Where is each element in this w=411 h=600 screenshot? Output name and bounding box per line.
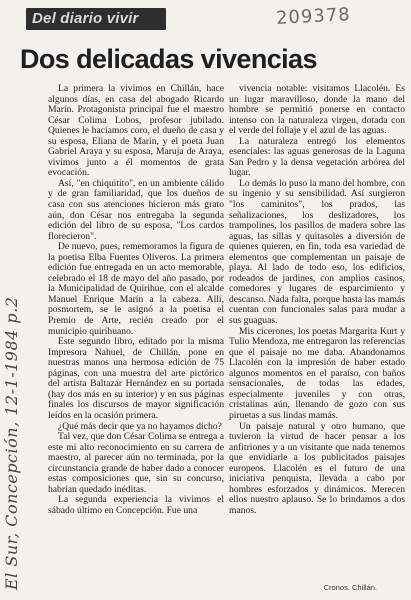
paragraph: Este segundo libro, editado por la misma Impresora Nahuel, de Chillán, pone en nuestras manos una hermosa edición de 75 páginas, con una muestra del arte pictórico del artista Baltazar Hernández en su portada (hay dos más en su interior) y en sus páginas finales los discursos de mayor significación leídos en la ocasión primera. xyxy=(48,336,224,421)
paragraph: Lo demás lo puso la mano del hombre, con su ingenio y su sensibilidad. Así surgieron "los caminitos", los prados, las señalizaciones, los deslizadores, los trampolines, los pasillos de madera sobre las aguas, las sillas y quitasoles a diversión de quienes quieren, en fin, toda esa variedad de elementos que complementan un paisaje de playa. Al lado de todo eso, los edificios, rodeados de jardines, con amplios casinos, comedores y lugares de esparcimiento y descanso. Nada falta, porque hasta las mamás cuentan con funcionales salas para mudar a sus guaguas. xyxy=(229,177,405,327)
article-column-right xyxy=(229,84,405,516)
paragraph: Tal vez, que don César Colima se entrega a este mi alto reconocimiento en su carrera de maestro, al parecer aún no terminada, por la circunstancia grande de haber dado a conocer estas composiciones que, sin su concurso, habrían quedado inéditas. xyxy=(48,431,224,495)
paragraph: La naturaleza entregó los elementos esenciales: las aguas generosas de la Laguna San Pedro y la densa vegetación arbórea del lugar. xyxy=(229,135,405,179)
section-header xyxy=(26,8,166,30)
paragraph: Mis cicerones, los poetas Margarita Kurt y Tulio Mendoza, me entregaron las referencias que el paisaje no me daba. Abandonamos Llacolén con la impresión de haber estado algunos momentos en el paraíso, con baños sensacionales, de todas las edades, especialmente juveniles y con otras, cristalinas aún, llenando de gozo con sus piruetas a sus lindas mamás. xyxy=(229,325,405,421)
article-title: Dos delicadas vivencias xyxy=(20,44,317,74)
paragraph: Un paisaje natural y otro humano, que tuvieron la virtud de hacer pensar a los anfitriones y a un visitante que nada tenemos que envidiarle a los publicitados paisajes europeos. Llacolén es el futuro de una iniciativa penquista, llevada a cabo por hombres esforzados y dinámicos. Merecen ellos nuestro aplauso. Se lo brindamos a dos manos. xyxy=(229,420,405,516)
paragraph: Así, "en chiquitito", en un ambiente cálido y de gran familiaridad, que los dueños de casa con sus atenciones hicieron más grato aún, don César nos entregaba la segunda edición del libro de su esposa, "Los cardos florecieron". xyxy=(48,177,224,242)
paragraph: De nuevo, pues, rememoramos la figura de la poetisa Elba Fuentes Oliveros. La primera edición fue entregada en un acto memorable, celebrado el 18 de mayo del año pasado, por la Municipalidad de Quirihue, con el alcalde Manuel Enrique Marín a la cabeza. Allí, posmortem, se le asignó a la poetisa el Premio de Arte, recién creado por el municipio quirihuano. xyxy=(48,241,224,337)
paragraph: La primera la vivimos en Chillán, hace algunos días, en casa del abogado Ricardo Marín. Protagonista principal fue el maestro César Colima Lobos, profesor jubilado. Quienes le hacíamos coro, el dueño de casa y su esposa, Eliana de Marín, y el poeta Juan Gabriel Araya y su esposa, Maruja de Araya, vivimos junto a él momentos de grata evocación. xyxy=(48,83,224,179)
article-column-left xyxy=(48,84,224,516)
paragraph: ¿Qué más decir que ya no hayamos dicho? xyxy=(58,420,222,432)
section-label: Del diario vivir xyxy=(32,10,139,27)
paragraph: vivencia notable: visitamos Llacolén. Es un lugar maravilloso, donde la mano del hombre se permitió ponerse en contacto intenso con la naturaleza virgen, dotada con el verde del follaje y el azul de las aguas. xyxy=(229,83,405,137)
article-signature: Cronos. Chillán. xyxy=(323,583,377,592)
archive-number: 209378 xyxy=(275,4,352,29)
handwritten-margin-note: El Sur, Concepción, 12-1-1984 p.2 xyxy=(2,296,21,590)
paragraph: La segunda experiencia la vivimos el sábado último en Concepción. Fue una xyxy=(48,494,224,516)
